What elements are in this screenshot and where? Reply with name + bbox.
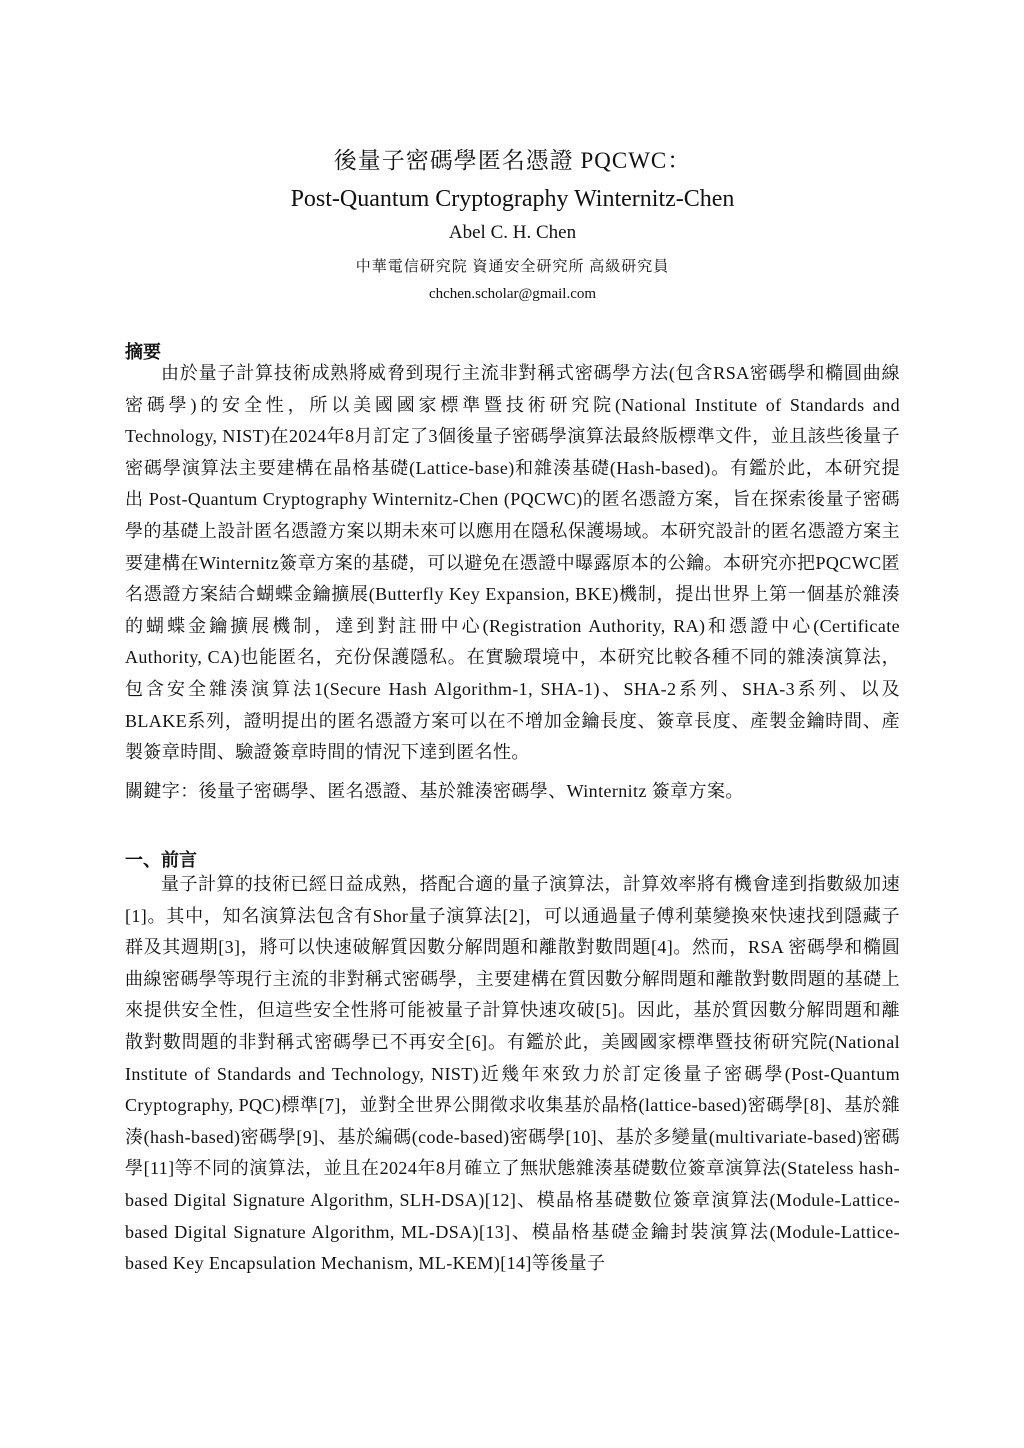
abstract-body: 由於量子計算技術成熟將威脅到現行主流非對稱式密碼學方法(包含RSA密碼學和橢圓曲線密碼學)的安全性，所以美國國家標準暨技術研究院(National Institute of Standards and Technology, NIST)在2024年8月訂定了3個後量子密碼學演算法最終版標準文件，並且該些後量子密碼學演算法主要建構在晶格基礎(Lattice-base)和雜湊基礎(Hash-based)。有鑑於此，本研究提出 Post-Quantum Cryptography Winternitz-Chen (PQCWC)的匿名憑證方案，旨在探索後量子密碼學的基礎上設計匿名憑證方案以期未來可以應用在隱私保護場域。本研究設計的匿名憑證方案主要建構在Winternitz簽章方案的基礎，可以避免在憑證中曝露原本的公鑰。本研究亦把PQCWC匿名憑證方案結合蝴蝶金鑰擴展(Butterfly Key Expansion, BKE)機制，提出世界上第一個基於雜湊的蝴蝶金鑰擴展機制，達到對註冊中心(Registration Authority, RA)和憑證中心(Certificate Authority, CA)也能匿名，充份保護隱私。在實驗環境中，本研究比較各種不同的雜湊演算法，包含安全雜湊演算法1(Secure Hash Algorithm-1, SHA-1)、SHA-2系列、SHA-3系列、以及BLAKE系列，證明提出的匿名憑證方案可以在不增加金鑰長度、簽章長度、產製金鑰時間、產製簽章時間、驗證簽章時間的情況下達到匿名性。 <box>125 363 900 763</box>
abstract-heading: 摘要 <box>125 342 161 362</box>
author-name: Abel C. H. Chen <box>448 222 577 243</box>
keywords: 關鍵字：後量子密碼學、匿名憑證、基於雜湊密碼學、Winternitz 簽章方案。 <box>125 781 744 801</box>
introduction-heading: 一、前言 <box>125 850 197 870</box>
introduction-body: 量子計算的技術已經日益成熟，搭配合適的量子演算法，計算效率將有機會達到指數級加速[1]。其中，知名演算法包含有Shor量子演算法[2]，可以通過量子傅利葉變換來快速找到隱藏子群及其週期[3]，將可以快速破解質因數分解問題和離散對數問題[4]。然而，RSA 密碼學和橢圓曲線密碼學等現行主流的非對稱式密碼學，主要建構在質因數分解問題和離散對數問題的基礎上來提供安全性，但這些安全性將可能被量子計算快速攻破[5]。因此，基於質因數分解問題和離散對數問題的非對稱式密碼學已不再安全[6]。有鑑於此，美國國家標準暨技術研究院(National Institute of Standards and Technology, NIST)近幾年來致力於訂定後量子密碼學(Post-Quantum Cryptography, PQC)標準[7]，並對全世界公開徵求收集基於晶格(lattice-based)密碼學[8]、基於雜湊(hash-based)密碼學[9]、基於編碼(code-based)密碼學[10]、基於多變量(multivariate-based)密碼學[11]等不同的演算法，並且在2024年8月確立了無狀態雜湊基礎數位簽章演算法(Stateless hash-based Digital Signature Algorithm, SLH-DSA)[12]、模晶格基礎數位簽章演算法(Module-Lattice-based Digital Signature Algorithm, ML-DSA)[13]、模晶格基礎金鑰封裝演算法(Module-Lattice-based Key Encapsulation Mechanism, ML-KEM)[14]等後量子 <box>125 874 900 1274</box>
paper-title-english: Post-Quantum Cryptography Winternitz-Chen <box>290 186 735 212</box>
author-affiliation: 中華電信研究院 資通安全研究所 高級研究員 <box>355 259 670 275</box>
author-email: chchen.scholar@gmail.com <box>428 286 597 302</box>
paper-title-chinese: 後量子密碼學匿名憑證 PQCWC： <box>333 148 692 173</box>
paper-page <box>125 0 900 1448</box>
